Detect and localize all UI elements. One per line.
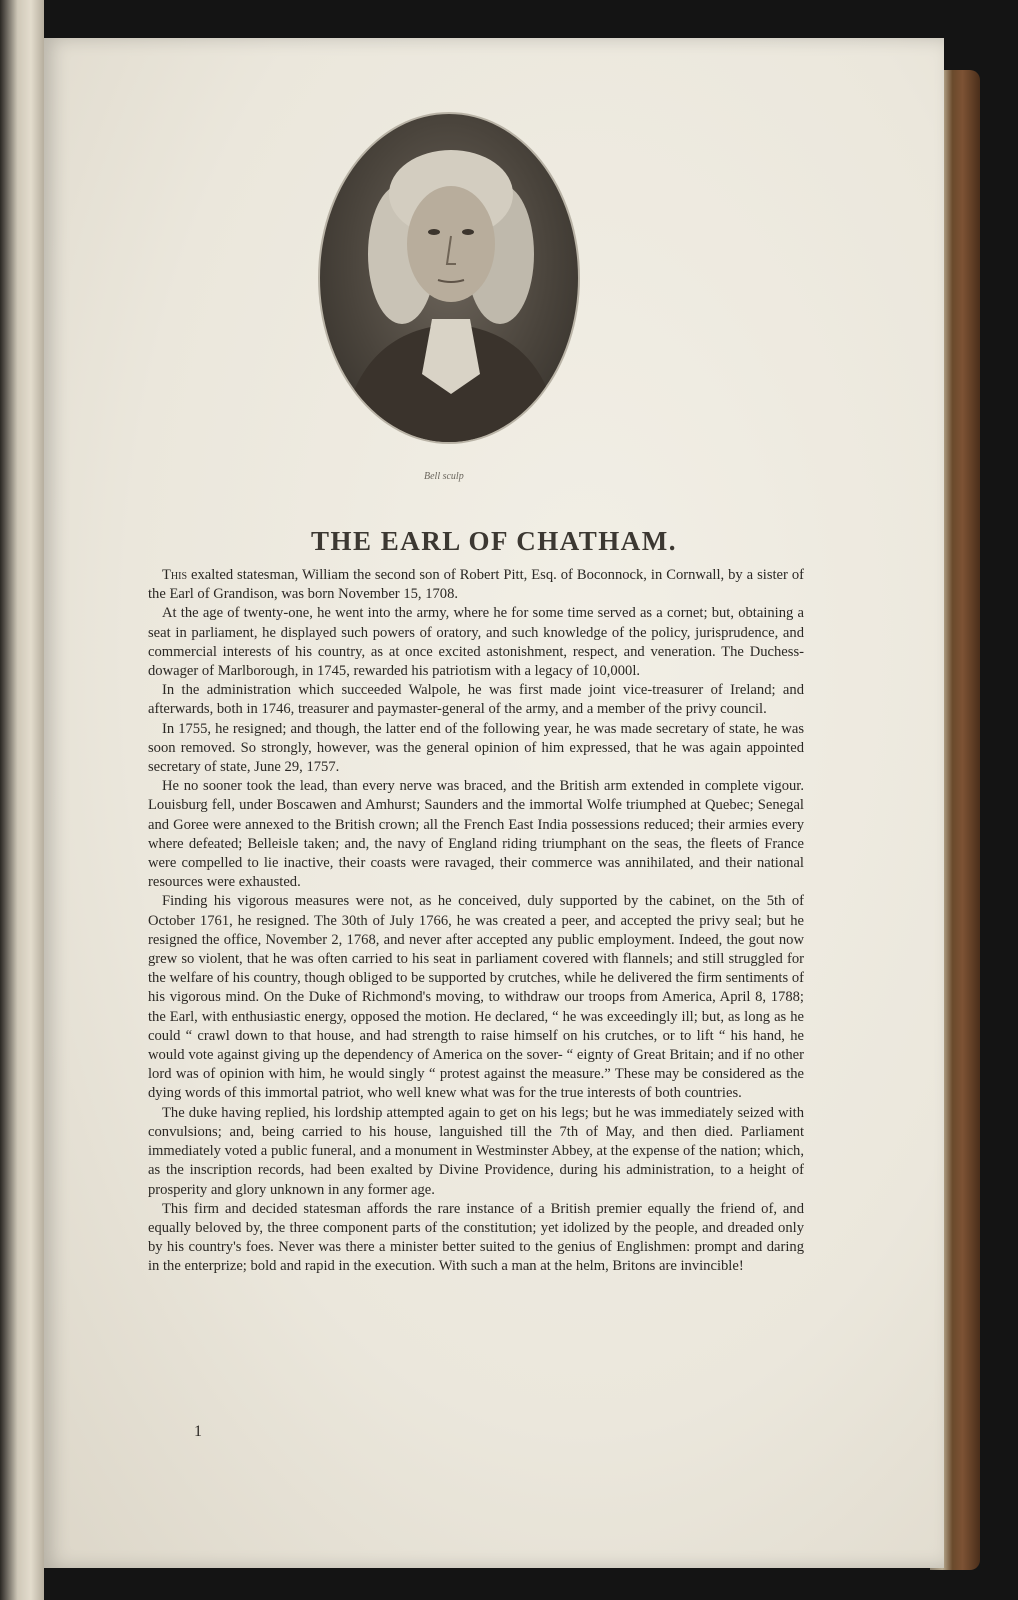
paragraph-1	[148, 566, 804, 604]
body-text	[148, 566, 804, 1277]
portrait-oval	[318, 112, 580, 444]
portrait-engraving	[318, 112, 580, 444]
facing-page-edge	[0, 0, 44, 1600]
paragraph-3: In the administration which succeeded Walpole, he was first made joint vice-treasurer of Ireland; and afterwards, both in 1746, treasurer and paymaster-general of the army, and a member of the privy council.	[148, 682, 804, 718]
paragraph-8: This firm and decided statesman affords the rare instance of a British premier equally the friend of, and equally beloved by, the three component parts of the constitution; yet idolized by the people, and dreaded only by his country's foes. Never was there a minister better suited to the genius of Englishmen: prompt and daring in the enterprize; bold and rapid in the execution. With such a man at the helm, Britons are invincible!	[148, 1200, 804, 1275]
paragraph-2: At the age of twenty-one, he went into the army, where he for some time served as a cornet; but, obtaining a seat in parliament, he displayed such powers of oratory, and such knowledge of the policy, jurisprudence, and commercial interests of his country, as at once excited astonishment, respect, and veneration. The Duchess-dowager of Marlborough, in 1745, rewarded his patriotism with a legacy of 10,000l.	[148, 605, 804, 680]
page-number: 1	[194, 1423, 202, 1440]
paragraph-5: He no sooner took the lead, than every nerve was braced, and the British arm extended in complete vigour. Louisburg fell, under Boscawen and Amhurst; Saunders and the immortal Wolfe triumphed at Quebec; Senegal and Goree were annexed to the British crown; all the French East India possessions reduced; their armies every where defeated; Belleisle taken; and, the navy of England riding triumphant on the seas, the fleets of France were compelled to lie inactive, their coasts were ravaged, their commerce was annihilated, and their national resources were exhausted.	[148, 778, 804, 891]
paragraph-4: In 1755, he resigned; and though, the latter end of the following year, he was made secretary of state, he was soon removed. So strongly, however, was the general opinion of him expressed, that he was again appointed secretary of state, June 29, 1757.	[148, 720, 804, 776]
paragraph-1-text: exalted statesman, William the second son of Robert Pitt, Esq. of Boconnock, in Cornwall, by a sister of the Earl of Grandison, was born November 15, 1708.	[148, 567, 804, 603]
engraver-credit: Bell sculp	[424, 471, 464, 482]
page-title: THE EARL OF CHATHAM.	[310, 526, 678, 556]
portrait-figure	[320, 114, 580, 444]
paragraph-7: The duke having replied, his lordship attempted again to get on his legs; but he was immediately seized with convulsions; and, being carried to his house, languished till the 7th of May, and then died. Parliament immediately voted a public funeral, and a monument in Westminster Abbey, at the expense of the nation; which, as the inscription records, had been exalted by Divine Providence, during his administration, to a height of prosperity and glory unknown in any former age.	[148, 1104, 804, 1198]
first-word: This	[162, 567, 188, 583]
paragraph-6: Finding his vigorous measures were not, as he conceived, duly supported by the cabinet, on the 5th of October 1761, he resigned. The 30th of July 1766, he was created a peer, and accepted the privy seal; but he resigned the office, November 2, 1768, and never after accepted any public employment. Indeed, the gout now grew so violent, that he was often carried to his seat in parliament covered with flannels; and still struggled for the welfare of his country, though obliged to be supported by crutches, while he delivered the firm sentiments of his vigorous mind. On the Duke of Richmond's moving, to withdraw our troops from America, April 8, 1788; the Earl, with enthusiastic energy, opposed the motion. He declared, “ he was exceedingly ill; but, as long as he could “ crawl down to that house, and had strength to raise himself on his crutches, or to lift “ his hand, he would vote against giving up the dependency of America on the sover- “ eignty of Great Britain; and if no other lord was of opinion with him, he would singly “ protest against the measure.” These may be considered as the dying words of this immortal patriot, who well knew what was for the true interests of both countries.	[148, 893, 804, 1102]
book-page	[44, 38, 944, 1568]
